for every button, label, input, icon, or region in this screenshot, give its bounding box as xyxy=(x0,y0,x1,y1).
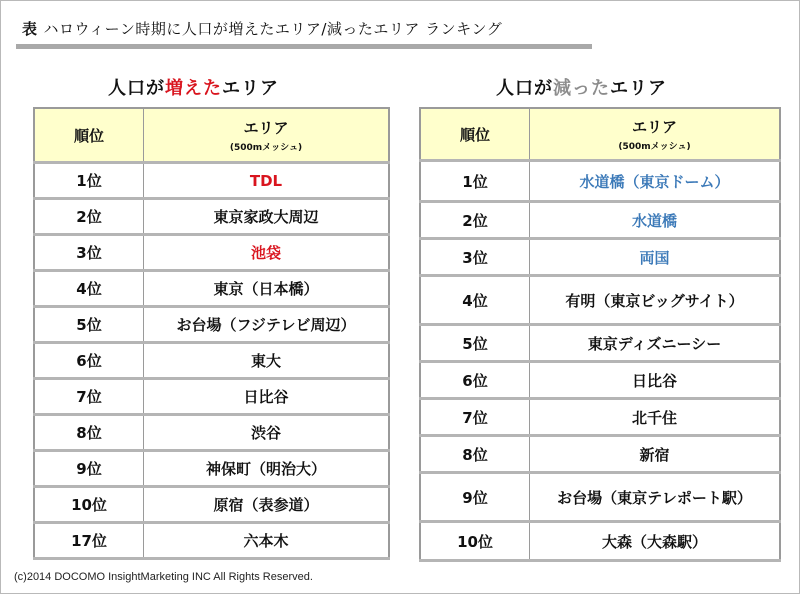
rank-cell: 6位 xyxy=(34,343,144,379)
table-row xyxy=(420,362,780,399)
table-row xyxy=(34,487,389,523)
area-cell: 有明（東京ビッグサイト） xyxy=(530,276,781,325)
increased-ranking-table xyxy=(33,107,390,560)
area-column-header xyxy=(530,108,781,161)
area-column-subtitle: (500mメッシュ) xyxy=(618,142,691,152)
area-cell: 両国 xyxy=(530,239,781,276)
decreased-ranking-table xyxy=(419,107,781,562)
area-cell: お台場（フジテレビ周辺） xyxy=(144,307,390,343)
rank-cell: 3位 xyxy=(420,239,530,276)
area-cell: 北千住 xyxy=(530,399,781,436)
table-row xyxy=(34,271,389,307)
rank-cell: 1位 xyxy=(34,163,144,199)
rank-column-header: 順位 xyxy=(34,108,144,163)
area-cell: 東京家政大周辺 xyxy=(144,199,390,235)
area-cell: 渋谷 xyxy=(144,415,390,451)
rank-cell: 7位 xyxy=(420,399,530,436)
title-underline xyxy=(16,44,592,49)
rank-cell: 9位 xyxy=(420,473,530,522)
table-row xyxy=(34,199,389,235)
area-cell: 東京ディズニーシー xyxy=(530,325,781,362)
table-row xyxy=(420,239,780,276)
area-cell: 池袋 xyxy=(144,235,390,271)
decreased-heading xyxy=(496,74,667,100)
decreased-heading-post: エリア xyxy=(610,78,667,99)
area-column-header xyxy=(144,108,390,163)
rank-cell: 4位 xyxy=(34,271,144,307)
rank-column-header: 順位 xyxy=(420,108,530,161)
area-column-title: エリア xyxy=(631,118,677,136)
rank-cell: 2位 xyxy=(420,202,530,239)
area-cell: 東大 xyxy=(144,343,390,379)
table-row xyxy=(420,202,780,239)
page-title xyxy=(22,18,502,39)
title-text: ハロウィーン時期に人口が増えたエリア/減ったエリア ランキング xyxy=(43,20,503,38)
table-row xyxy=(34,343,389,379)
table-row xyxy=(420,399,780,436)
rank-cell: 10位 xyxy=(420,522,530,561)
table-row xyxy=(420,473,780,522)
rank-cell: 8位 xyxy=(34,415,144,451)
decreased-heading-pre: 人口が xyxy=(496,78,553,99)
table-row xyxy=(34,235,389,271)
table-row xyxy=(34,379,389,415)
table-row xyxy=(420,276,780,325)
table-header-row xyxy=(420,108,780,161)
area-cell: 水道橋（東京ドーム） xyxy=(530,161,781,202)
table-row xyxy=(34,163,389,199)
table-row xyxy=(34,523,389,559)
rank-cell: 9位 xyxy=(34,451,144,487)
rank-cell: 10位 xyxy=(34,487,144,523)
table-header-row xyxy=(34,108,389,163)
area-cell: 大森（大森駅） xyxy=(530,522,781,561)
increased-heading xyxy=(108,74,279,100)
rank-cell: 5位 xyxy=(420,325,530,362)
rank-cell: 6位 xyxy=(420,362,530,399)
increased-heading-post: エリア xyxy=(222,78,279,99)
area-cell: 日比谷 xyxy=(144,379,390,415)
area-cell: 六本木 xyxy=(144,523,390,559)
table-row xyxy=(34,415,389,451)
area-cell: 東京（日本橋） xyxy=(144,271,390,307)
area-cell: TDL xyxy=(144,163,390,199)
rank-cell: 1位 xyxy=(420,161,530,202)
area-column-title: エリア xyxy=(243,119,289,137)
table-row xyxy=(34,307,389,343)
rank-cell: 7位 xyxy=(34,379,144,415)
table-row xyxy=(420,522,780,561)
area-column-subtitle: (500mメッシュ) xyxy=(229,143,303,153)
rank-cell: 4位 xyxy=(420,276,530,325)
table-row xyxy=(420,436,780,473)
area-cell: 新宿 xyxy=(530,436,781,473)
increased-heading-accent: 増えた xyxy=(165,78,222,99)
rank-cell: 8位 xyxy=(420,436,530,473)
area-cell: お台場（東京テレポート駅） xyxy=(530,473,781,522)
decreased-heading-accent: 減った xyxy=(553,78,610,99)
rank-cell: 17位 xyxy=(34,523,144,559)
table-row xyxy=(34,451,389,487)
area-cell: 日比谷 xyxy=(530,362,781,399)
area-cell: 原宿（表参道） xyxy=(144,487,390,523)
title-marker: 表 xyxy=(22,20,38,38)
increased-heading-pre: 人口が xyxy=(108,78,165,99)
copyright-notice: (c)2014 DOCOMO InsightMarketing INC All Rights Reserved. xyxy=(14,571,313,583)
table-row xyxy=(420,325,780,362)
area-cell: 神保町（明治大） xyxy=(144,451,390,487)
rank-cell: 2位 xyxy=(34,199,144,235)
table-row xyxy=(420,161,780,202)
rank-cell: 5位 xyxy=(34,307,144,343)
rank-cell: 3位 xyxy=(34,235,144,271)
area-cell: 水道橋 xyxy=(530,202,781,239)
